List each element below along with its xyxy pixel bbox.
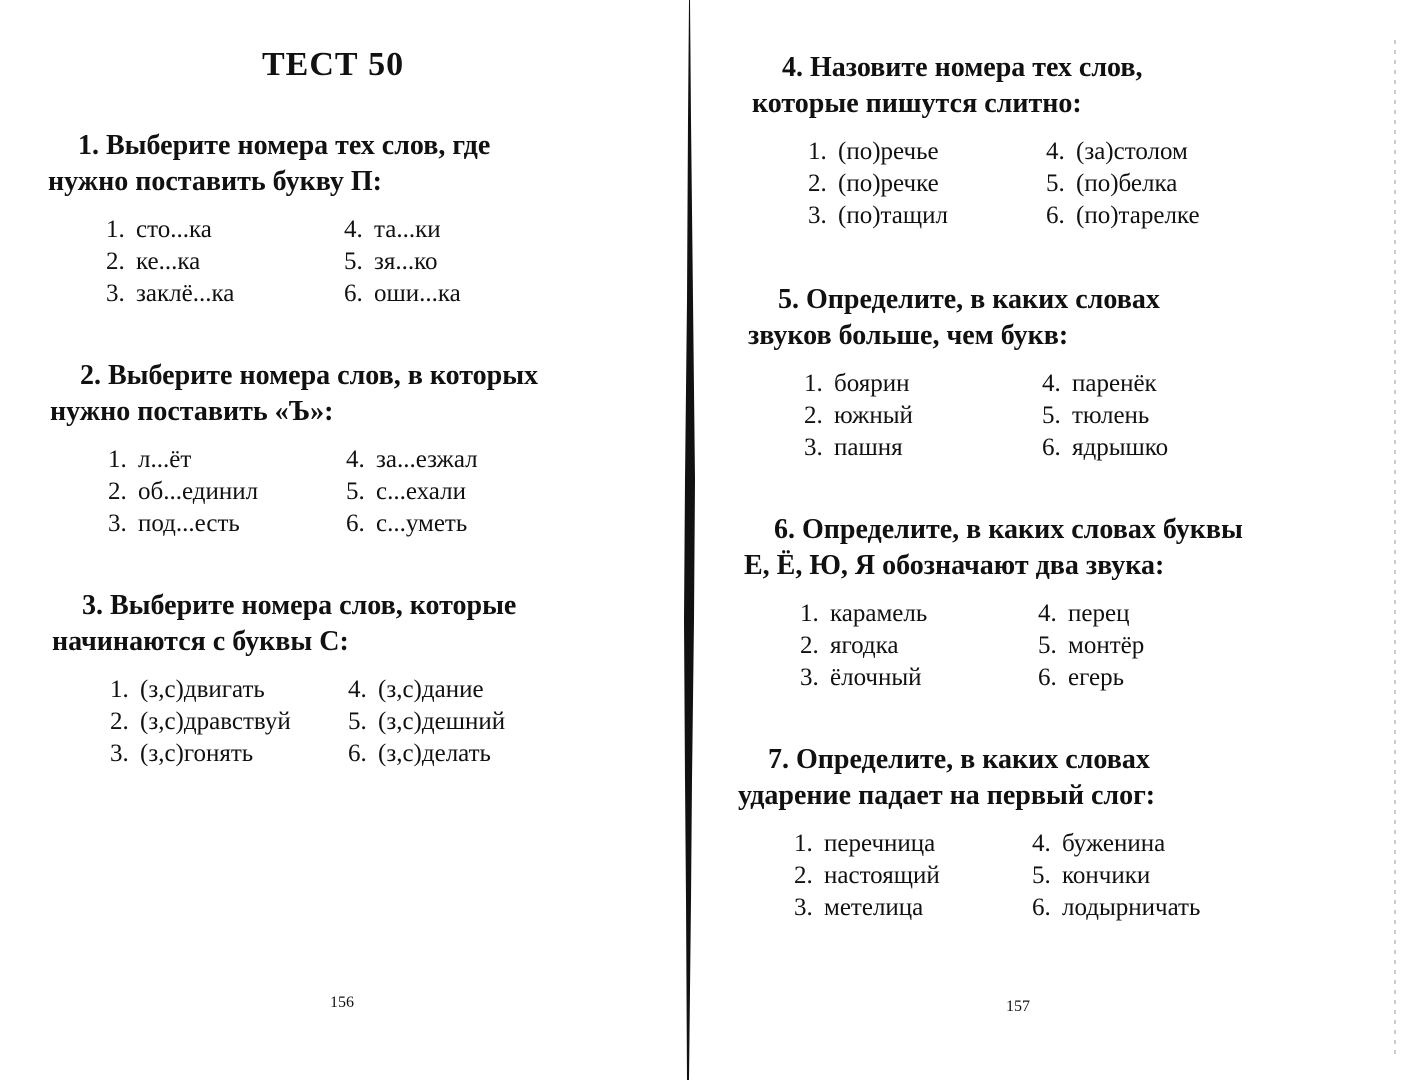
option-item	[108, 444, 258, 476]
option-number: 4.	[1032, 830, 1051, 857]
option-number: 6.	[1042, 434, 1061, 461]
option-item	[1042, 400, 1168, 432]
option-number: 2.	[800, 632, 819, 659]
option-word: пашня	[834, 434, 903, 461]
option-number: 5.	[1038, 632, 1057, 659]
option-word: ягодка	[830, 632, 899, 659]
question-line: 6. Определите, в каких словах буквы	[774, 514, 1243, 545]
option-number: 6.	[1032, 894, 1051, 921]
question-line: 2. Выберите номера слов, в которых	[80, 360, 539, 391]
option-item	[108, 476, 258, 508]
options-column-left	[808, 136, 948, 232]
option-word: зя...ко	[374, 248, 438, 275]
question-text	[50, 358, 538, 430]
question-text	[48, 128, 490, 200]
answer-options	[48, 214, 490, 314]
option-word: южный	[834, 402, 913, 429]
option-word: (з,с)гонять	[140, 740, 254, 767]
question-line: нужно поставить букву П:	[48, 166, 383, 197]
option-number: 2.	[110, 708, 129, 735]
option-item	[106, 278, 234, 310]
option-item	[800, 630, 927, 662]
question-2	[50, 358, 538, 544]
option-word: (з,с)дравствуй	[140, 708, 291, 735]
option-number: 6.	[348, 740, 367, 767]
option-word: монтёр	[1068, 632, 1145, 659]
option-word: паренёк	[1072, 370, 1157, 397]
option-word: (з,с)дешний	[378, 708, 506, 735]
option-item	[1038, 630, 1144, 662]
options-column-left	[800, 598, 927, 694]
option-item	[106, 214, 234, 246]
option-number: 5.	[348, 708, 367, 735]
option-number: 2.	[808, 170, 827, 197]
option-item	[1042, 368, 1168, 400]
option-item	[800, 598, 927, 630]
option-number: 1.	[794, 830, 813, 857]
question-line: 7. Определите, в каких словах	[768, 744, 1150, 775]
option-item	[804, 400, 913, 432]
option-item	[808, 136, 948, 168]
option-word: (по)речке	[838, 170, 939, 197]
option-number: 5.	[1032, 862, 1051, 889]
page-number: 157	[1006, 998, 1030, 1015]
option-word: сто...ка	[136, 216, 212, 243]
option-number: 4.	[344, 216, 363, 243]
question-text	[744, 512, 1243, 584]
option-word: метелица	[824, 894, 924, 921]
option-word: оши...ка	[374, 280, 461, 307]
option-number: 4.	[1042, 370, 1061, 397]
question-line: 3. Выберите номера слов, которые	[82, 590, 517, 621]
option-word: перечница	[824, 830, 936, 857]
question-5	[748, 282, 1169, 468]
answer-options	[50, 444, 538, 544]
question-line: которые пишутся слитно:	[752, 88, 1082, 119]
option-item	[1046, 168, 1200, 200]
option-word: (по)речье	[838, 138, 939, 165]
option-item	[1046, 200, 1200, 232]
option-word: лодырничать	[1062, 894, 1201, 921]
option-word: под...есть	[138, 510, 240, 537]
question-text	[738, 742, 1155, 814]
question-1	[48, 128, 490, 314]
question-line: 1. Выберите номера тех слов, где	[78, 130, 491, 161]
left-page	[0, 0, 680, 1080]
option-number: 2.	[108, 478, 127, 505]
option-number: 3.	[794, 894, 813, 921]
answer-options	[738, 828, 1201, 928]
option-item	[348, 674, 505, 706]
options-column-left	[110, 674, 291, 770]
option-item	[348, 738, 505, 770]
option-item	[1042, 432, 1168, 464]
options-column-right	[1042, 368, 1168, 464]
options-column-left	[108, 444, 258, 540]
options-column-left	[106, 214, 234, 310]
options-column-left	[804, 368, 913, 464]
option-number: 1.	[106, 216, 125, 243]
option-word: (по)тарелке	[1076, 202, 1200, 229]
option-item	[1032, 892, 1200, 924]
question-3	[52, 588, 516, 774]
option-item	[346, 508, 478, 540]
option-word: боярин	[834, 370, 910, 397]
option-word: ядрышко	[1072, 434, 1169, 461]
option-number: 3.	[800, 664, 819, 691]
option-item	[1038, 598, 1144, 630]
option-number: 2.	[804, 402, 823, 429]
option-word: за...езжал	[376, 446, 478, 473]
question-4	[752, 50, 1200, 236]
option-word: (з,с)делать	[378, 740, 491, 767]
page-number: 156	[330, 994, 354, 1011]
option-number: 5.	[346, 478, 365, 505]
option-number: 3.	[110, 740, 129, 767]
option-item	[804, 368, 913, 400]
option-item	[346, 476, 478, 508]
option-word: (по)тащил	[838, 202, 948, 229]
question-text	[52, 588, 516, 660]
option-number: 3.	[804, 434, 823, 461]
option-number: 6.	[1046, 202, 1065, 229]
question-line: 5. Определите, в каких словах	[778, 284, 1160, 315]
options-column-right	[1038, 598, 1144, 694]
option-word: (з,с)дание	[378, 676, 484, 703]
option-word: тюлень	[1072, 402, 1150, 429]
option-word: с...ехали	[376, 478, 466, 505]
option-item	[110, 738, 291, 770]
option-item	[800, 662, 927, 694]
option-item	[106, 246, 234, 278]
option-word: (за)столом	[1076, 138, 1188, 165]
option-number: 3.	[108, 510, 127, 537]
option-item	[110, 674, 291, 706]
option-number: 4.	[346, 446, 365, 473]
option-word: та...ки	[374, 216, 441, 243]
answer-options	[52, 674, 516, 774]
option-item	[110, 706, 291, 738]
option-number: 1.	[800, 600, 819, 627]
test-title: ТЕСТ 50	[262, 46, 405, 83]
option-item	[1046, 136, 1200, 168]
option-number: 6.	[1038, 664, 1057, 691]
option-word: карамель	[830, 600, 928, 627]
option-word: ке...ка	[136, 248, 201, 275]
option-word: (по)белка	[1076, 170, 1178, 197]
option-item	[108, 508, 258, 540]
question-7	[738, 742, 1201, 928]
question-text	[748, 282, 1160, 354]
option-word: (з,с)двигать	[140, 676, 265, 703]
options-column-right	[348, 674, 505, 770]
option-word: егерь	[1068, 664, 1125, 691]
option-number: 1.	[804, 370, 823, 397]
option-item	[348, 706, 505, 738]
option-word: настоящий	[824, 862, 940, 889]
option-word: буженина	[1062, 830, 1166, 857]
option-word: об...единил	[138, 478, 259, 505]
option-item	[346, 444, 478, 476]
options-column-right	[344, 214, 461, 310]
option-word: кончики	[1062, 862, 1151, 889]
options-column-right	[346, 444, 478, 540]
option-item	[344, 278, 461, 310]
option-item	[794, 828, 940, 860]
question-text	[752, 50, 1142, 122]
option-number: 4.	[1038, 600, 1057, 627]
option-number: 2.	[106, 248, 125, 275]
question-line: нужно поставить «Ъ»:	[50, 396, 334, 427]
options-column-left	[794, 828, 940, 924]
option-item	[344, 246, 461, 278]
option-number: 3.	[808, 202, 827, 229]
option-item	[1038, 662, 1144, 694]
question-line: звуков больше, чем букв:	[748, 320, 1069, 351]
option-number: 6.	[346, 510, 365, 537]
option-word: заклё...ка	[136, 280, 235, 307]
option-number: 1.	[108, 446, 127, 473]
option-word: с...уметь	[376, 510, 468, 537]
option-item	[808, 168, 948, 200]
option-word: перец	[1068, 600, 1130, 627]
question-line: начинаются с буквы С:	[52, 626, 349, 657]
option-item	[1032, 860, 1200, 892]
question-6	[744, 512, 1243, 698]
question-line: 4. Назовите номера тех слов,	[782, 52, 1143, 83]
option-item	[344, 214, 461, 246]
option-number: 4.	[348, 676, 367, 703]
option-number: 2.	[794, 862, 813, 889]
option-number: 1.	[110, 676, 129, 703]
options-column-right	[1032, 828, 1200, 924]
option-item	[1032, 828, 1200, 860]
book-spine	[684, 0, 696, 1080]
option-number: 5.	[1046, 170, 1065, 197]
options-column-right	[1046, 136, 1200, 232]
option-number: 6.	[344, 280, 363, 307]
option-item	[794, 860, 940, 892]
question-line: ударение падает на первый слог:	[738, 780, 1156, 811]
answer-options	[748, 368, 1169, 468]
option-number: 5.	[344, 248, 363, 275]
option-word: ёлочный	[830, 664, 922, 691]
option-number: 4.	[1046, 138, 1065, 165]
answer-options	[752, 136, 1200, 236]
option-word: л...ёт	[138, 446, 192, 473]
option-number: 1.	[808, 138, 827, 165]
option-item	[794, 892, 940, 924]
option-number: 5.	[1042, 402, 1061, 429]
question-line: Е, Ё, Ю, Я обозначают два звука:	[744, 550, 1165, 581]
option-number: 3.	[106, 280, 125, 307]
option-item	[808, 200, 948, 232]
option-item	[804, 432, 913, 464]
right-page	[700, 0, 1404, 1080]
answer-options	[744, 598, 1243, 698]
